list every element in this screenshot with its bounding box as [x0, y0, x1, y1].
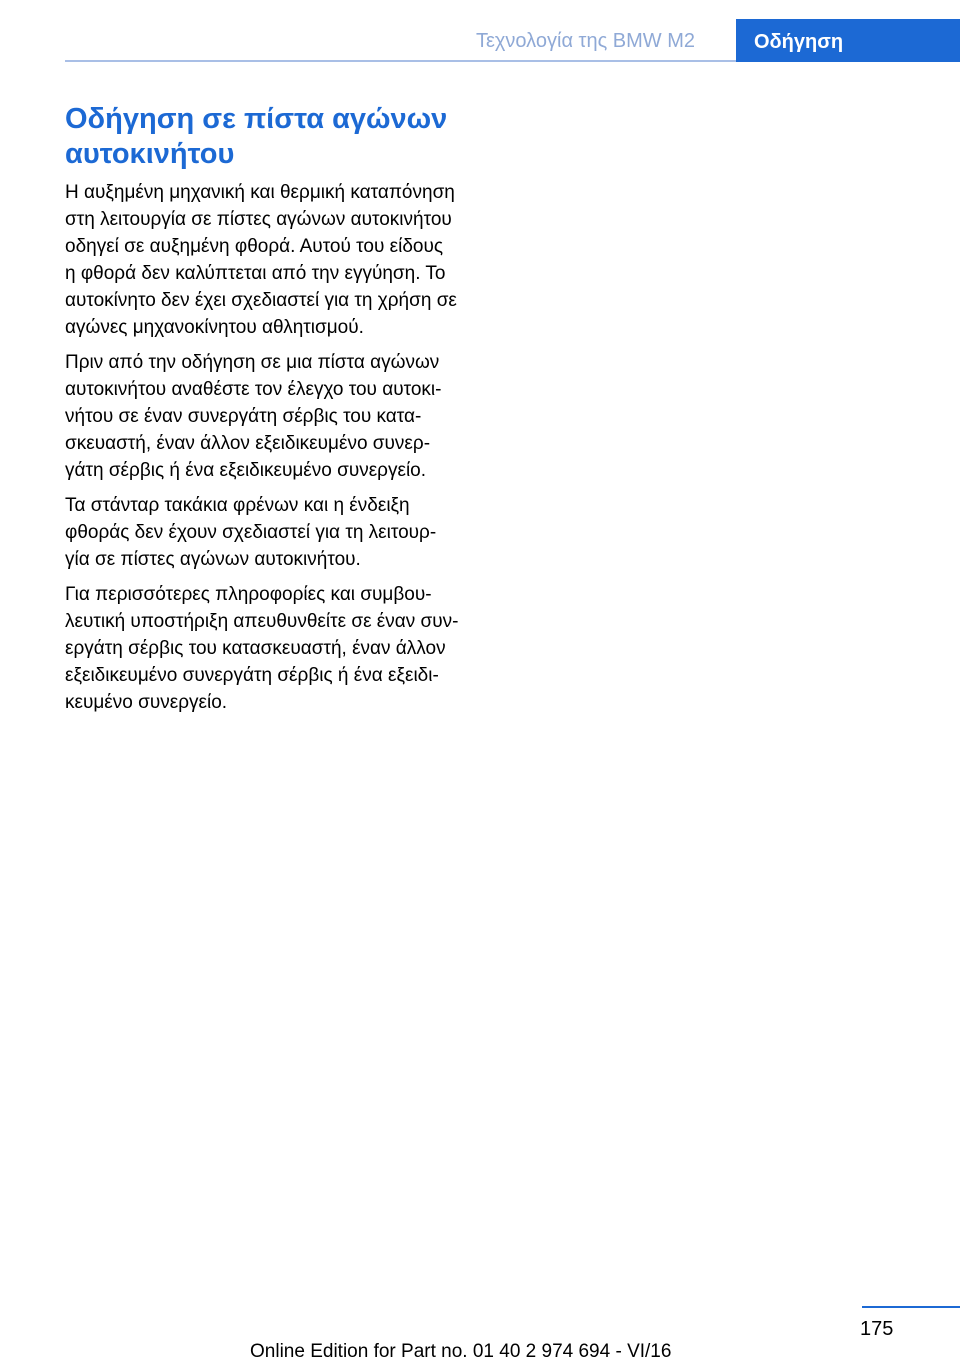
text-line: οδηγεί σε αυξημένη φθορά. Αυτού του είδους — [65, 236, 444, 257]
chapter-title: Τεχνολογία της BMW M2 — [476, 30, 695, 52]
text-line: η φθορά δεν καλύπτεται από την εγγύηση. Το — [65, 263, 446, 284]
text-line: εργάτη σέρβις του κατασκευαστή, έναν άλλον — [65, 638, 446, 659]
page-title — [65, 102, 485, 172]
text-line: φθοράς δεν έχουν σχεδιαστεί για τη λειτουρ‐ — [65, 522, 437, 543]
title-line: αυτοκινήτου — [65, 138, 235, 170]
footer-divider — [862, 1306, 960, 1308]
title-line: Οδήγηση σε πίστα αγώνων — [65, 103, 448, 135]
text-line: λευτική υποστήριξη απευθυνθείτε σε έναν συν‐ — [65, 611, 459, 632]
text-line: νήτου σε έναν συνεργάτη σέρβις του κατα‐ — [65, 406, 422, 427]
paragraph-brakes — [65, 492, 485, 573]
text-line: Για περισσότερες πληροφορίες και συμβου‐ — [65, 584, 432, 605]
text-line: αυτοκίνητο δεν έχει σχεδιαστεί για τη χρήση σε — [65, 290, 457, 311]
paragraph-inspection — [65, 349, 485, 484]
text-line: σκευαστή, έναν άλλον εξειδικευμένο συνερ‐ — [65, 433, 431, 454]
text-line: Η αυξημένη μηχανική και θερμική καταπόνηση — [65, 182, 455, 203]
text-line: Πριν από την οδήγηση σε μια πίστα αγώνων — [65, 352, 440, 373]
text-line: εξειδικευμένο συνεργάτη σέρβις ή ένα εξειδι‐ — [65, 665, 439, 686]
text-line: κευμένο συνεργείο. — [65, 692, 228, 713]
text-line: αγώνες μηχανοκίνητου αθλητισμού. — [65, 317, 364, 338]
text-line: γία σε πίστες αγώνων αυτοκινήτου. — [65, 549, 361, 570]
section-tab-label: Οδήγηση — [754, 31, 844, 53]
section-tab — [736, 19, 960, 62]
page-number: 175 — [860, 1318, 894, 1340]
edition-note: Online Edition for Part no. 01 40 2 974 694 - VI/16 — [250, 1341, 672, 1362]
body-text — [65, 179, 485, 724]
text-line: αυτοκινήτου αναθέστε τον έλεγχο του αυτοκι‐ — [65, 379, 442, 400]
paragraph-support — [65, 581, 485, 716]
text-line: γάτη σέρβις ή ένα εξειδικευμένο συνεργείο. — [65, 460, 427, 481]
text-line: Τα στάνταρ τακάκια φρένων και η ένδειξη — [65, 495, 410, 516]
paragraph-warranty — [65, 179, 485, 341]
text-line: στη λειτουργία σε πίστες αγώνων αυτοκινήτου — [65, 209, 452, 230]
